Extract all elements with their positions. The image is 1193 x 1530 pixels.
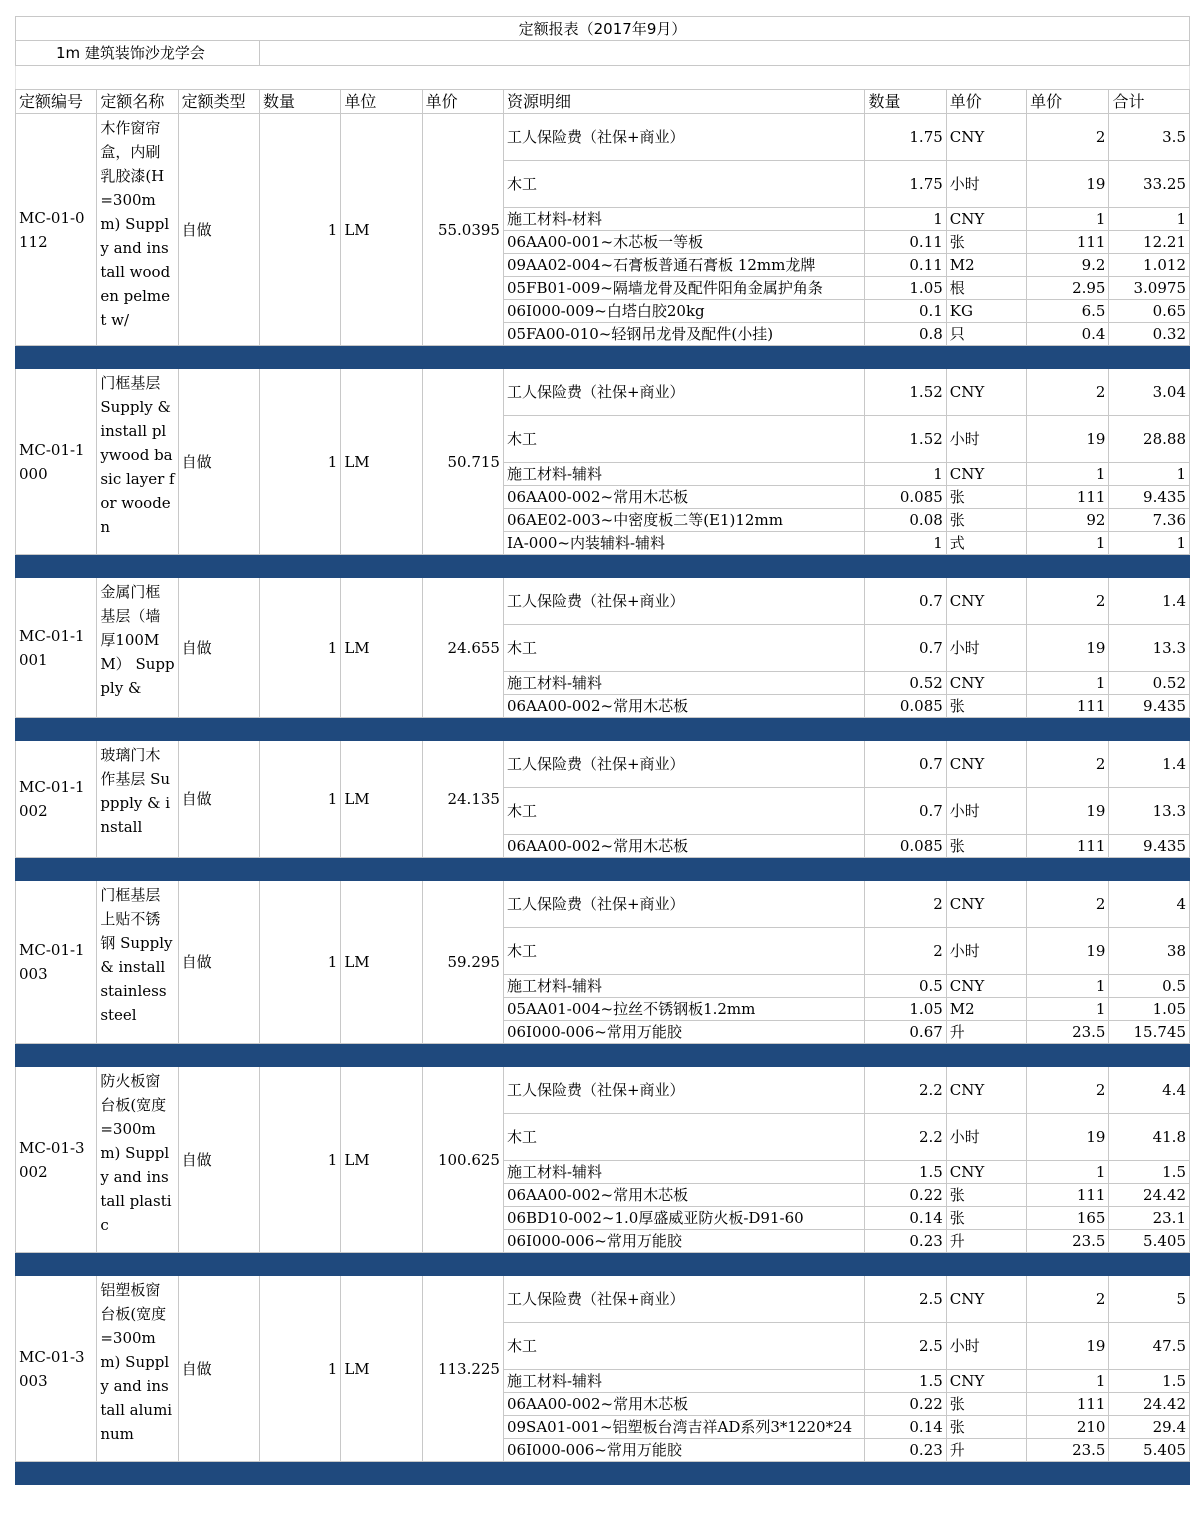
resource-total: 1 (1109, 532, 1190, 555)
header-cell: 定额类型 (178, 90, 259, 114)
item-type: 自做 (178, 114, 259, 346)
item-name: 铝塑板窗台板(宽度=300mm) Supply and install aluminum (97, 1276, 178, 1462)
item-code: MC-01-1003 (16, 881, 97, 1044)
header-cell: 单位 (341, 90, 422, 114)
resource-total: 0.52 (1109, 672, 1190, 695)
resource-desc: 06AA00-002~常用木芯板 (503, 486, 865, 509)
resource-unit: 张 (946, 1416, 1026, 1439)
resource-desc: 施工材料-辅料 (503, 672, 865, 695)
resource-desc: 工人保险费（社保+商业） (503, 114, 865, 161)
resource-desc: 06AA00-002~常用木芯板 (503, 835, 865, 858)
item-type: 自做 (178, 881, 259, 1044)
item-qty: 1 (259, 1276, 340, 1462)
resource-price: 1 (1027, 1370, 1109, 1393)
resource-qty: 1.75 (865, 114, 946, 161)
item-price: 59.295 (422, 881, 503, 1044)
resource-qty: 1 (865, 463, 946, 486)
resource-price: 111 (1027, 231, 1109, 254)
item-price: 24.135 (422, 741, 503, 858)
resource-total: 47.5 (1109, 1323, 1190, 1370)
header-row (16, 90, 1190, 114)
resource-price: 23.5 (1027, 1021, 1109, 1044)
item-unit: LM (341, 741, 422, 858)
item-unit: LM (341, 1067, 422, 1253)
resource-total: 1.4 (1109, 741, 1190, 788)
resource-total: 28.88 (1109, 416, 1190, 463)
resource-total: 13.3 (1109, 788, 1190, 835)
resource-unit: 升 (946, 1021, 1026, 1044)
resource-total: 0.32 (1109, 323, 1190, 346)
resource-qty: 0.7 (865, 741, 946, 788)
report-subtitle: 1m 建筑装饰沙龙学会 (16, 41, 260, 66)
resource-price: 19 (1027, 161, 1109, 208)
resource-total: 9.435 (1109, 695, 1190, 718)
resource-desc: 木工 (503, 416, 865, 463)
resource-price: 23.5 (1027, 1230, 1109, 1253)
resource-unit: CNY (946, 369, 1026, 416)
resource-price: 111 (1027, 1184, 1109, 1207)
header-cell: 资源明细 (503, 90, 865, 114)
resource-total: 4.4 (1109, 1067, 1190, 1114)
item-name: 木作窗帘盒，内刷乳胶漆(H=300mm) Supply and install wooden pelmet w/ (97, 114, 178, 346)
separator-row (16, 1253, 1190, 1276)
resource-qty: 1.75 (865, 161, 946, 208)
resource-total: 1 (1109, 463, 1190, 486)
resource-total: 9.435 (1109, 835, 1190, 858)
resource-unit: CNY (946, 1067, 1026, 1114)
resource-price: 19 (1027, 1114, 1109, 1161)
resource-desc: 06I000-006~常用万能胶 (503, 1021, 865, 1044)
resource-row (16, 881, 1190, 928)
item-unit: LM (341, 578, 422, 718)
resource-row (16, 1067, 1190, 1114)
resource-desc: 木工 (503, 1114, 865, 1161)
resource-unit: CNY (946, 1161, 1026, 1184)
resource-desc: 05AA01-004~拉丝不锈钢板1.2mm (503, 998, 865, 1021)
resource-desc: 06AA00-001~木芯板一等板 (503, 231, 865, 254)
resource-unit: 张 (946, 231, 1026, 254)
resource-price: 2 (1027, 1067, 1109, 1114)
resource-unit: 升 (946, 1230, 1026, 1253)
resource-unit: 张 (946, 486, 1026, 509)
resource-unit: CNY (946, 741, 1026, 788)
resource-qty: 0.7 (865, 625, 946, 672)
resource-total: 3.04 (1109, 369, 1190, 416)
resource-unit: 张 (946, 695, 1026, 718)
resource-desc: 木工 (503, 161, 865, 208)
resource-desc: 05FA00-010~轻钢吊龙骨及配件(小挂) (503, 323, 865, 346)
title-row (16, 17, 1190, 41)
resource-unit: 张 (946, 1393, 1026, 1416)
resource-desc: 工人保险费（社保+商业） (503, 1067, 865, 1114)
resource-unit: 小时 (946, 1323, 1026, 1370)
resource-qty: 1 (865, 208, 946, 231)
resource-total: 29.4 (1109, 1416, 1190, 1439)
resource-unit: 小时 (946, 416, 1026, 463)
resource-price: 2 (1027, 1276, 1109, 1323)
resource-unit: CNY (946, 1276, 1026, 1323)
resource-unit: 张 (946, 1184, 1026, 1207)
resource-qty: 0.67 (865, 1021, 946, 1044)
resource-desc: 06AA00-002~常用木芯板 (503, 1393, 865, 1416)
resource-price: 111 (1027, 835, 1109, 858)
resource-total: 0.5 (1109, 975, 1190, 998)
resource-desc: 施工材料-辅料 (503, 463, 865, 486)
resource-row (16, 578, 1190, 625)
resource-unit: M2 (946, 254, 1026, 277)
resource-price: 1 (1027, 975, 1109, 998)
resource-qty: 0.14 (865, 1416, 946, 1439)
separator-row (16, 346, 1190, 369)
resource-price: 165 (1027, 1207, 1109, 1230)
resource-desc: 06AA00-002~常用木芯板 (503, 695, 865, 718)
resource-unit: CNY (946, 208, 1026, 231)
resource-qty: 0.22 (865, 1393, 946, 1416)
resource-unit: CNY (946, 881, 1026, 928)
item-price: 55.0395 (422, 114, 503, 346)
resource-desc: 木工 (503, 1323, 865, 1370)
resource-desc: 06AE02-003~中密度板二等(E1)12mm (503, 509, 865, 532)
resource-total: 5.405 (1109, 1230, 1190, 1253)
resource-qty: 1.05 (865, 277, 946, 300)
item-code: MC-01-3002 (16, 1067, 97, 1253)
resource-price: 0.4 (1027, 323, 1109, 346)
resource-price: 6.5 (1027, 300, 1109, 323)
item-unit: LM (341, 1276, 422, 1462)
resource-desc: 09SA01-001~铝塑板台湾吉祥AD系列3*1220*24 (503, 1416, 865, 1439)
item-price: 24.655 (422, 578, 503, 718)
item-code: MC-01-1002 (16, 741, 97, 858)
resource-row (16, 114, 1190, 161)
header-cell: 合计 (1109, 90, 1190, 114)
resource-unit: CNY (946, 463, 1026, 486)
item-name: 门框基层 Supply & install plywood basic layer for wooden (97, 369, 178, 555)
resource-total: 12.21 (1109, 231, 1190, 254)
resource-price: 111 (1027, 695, 1109, 718)
resource-price: 2 (1027, 369, 1109, 416)
resource-unit: CNY (946, 578, 1026, 625)
resource-price: 1 (1027, 1161, 1109, 1184)
item-name: 金属门框基层（墙厚100MM） Suppply & (97, 578, 178, 718)
resource-price: 111 (1027, 1393, 1109, 1416)
resource-row (16, 741, 1190, 788)
resource-price: 9.2 (1027, 254, 1109, 277)
resource-desc: 木工 (503, 928, 865, 975)
resource-total: 5 (1109, 1276, 1190, 1323)
resource-qty: 1 (865, 532, 946, 555)
resource-desc: 施工材料-辅料 (503, 1161, 865, 1184)
resource-row (16, 1276, 1190, 1323)
item-name: 防火板窗台板(宽度=300mm) Supply and install plastic (97, 1067, 178, 1253)
resource-qty: 0.14 (865, 1207, 946, 1230)
item-qty: 1 (259, 578, 340, 718)
resource-price: 2 (1027, 741, 1109, 788)
resource-unit: CNY (946, 114, 1026, 161)
resource-total: 13.3 (1109, 625, 1190, 672)
separator-row (16, 1044, 1190, 1067)
resource-price: 210 (1027, 1416, 1109, 1439)
resource-desc: 工人保险费（社保+商业） (503, 881, 865, 928)
resource-total: 41.8 (1109, 1114, 1190, 1161)
resource-total: 15.745 (1109, 1021, 1190, 1044)
header-cell: 单价 (1027, 90, 1109, 114)
resource-qty: 0.5 (865, 975, 946, 998)
resource-total: 1.5 (1109, 1370, 1190, 1393)
resource-price: 19 (1027, 928, 1109, 975)
separator-row (16, 1462, 1190, 1485)
resource-qty: 1.5 (865, 1370, 946, 1393)
resource-unit: KG (946, 300, 1026, 323)
resource-unit: 张 (946, 835, 1026, 858)
resource-price: 2.95 (1027, 277, 1109, 300)
item-unit: LM (341, 881, 422, 1044)
resource-desc: IA-000~内装辅料-辅料 (503, 532, 865, 555)
resource-qty: 0.23 (865, 1230, 946, 1253)
resource-unit: CNY (946, 975, 1026, 998)
resource-qty: 2 (865, 928, 946, 975)
resource-qty: 0.8 (865, 323, 946, 346)
item-qty: 1 (259, 369, 340, 555)
resource-qty: 2.5 (865, 1323, 946, 1370)
item-unit: LM (341, 369, 422, 555)
resource-total: 1.4 (1109, 578, 1190, 625)
item-type: 自做 (178, 578, 259, 718)
resource-total: 24.42 (1109, 1184, 1190, 1207)
resource-qty: 0.11 (865, 231, 946, 254)
resource-qty: 0.11 (865, 254, 946, 277)
resource-desc: 工人保险费（社保+商业） (503, 369, 865, 416)
item-qty: 1 (259, 881, 340, 1044)
resource-desc: 05FB01-009~隔墙龙骨及配件阳角金属护角条 (503, 277, 865, 300)
resource-price: 19 (1027, 625, 1109, 672)
resource-unit: 小时 (946, 1114, 1026, 1161)
resource-row (16, 369, 1190, 416)
resource-desc: 06AA00-002~常用木芯板 (503, 1184, 865, 1207)
item-price: 100.625 (422, 1067, 503, 1253)
resource-total: 1.012 (1109, 254, 1190, 277)
resource-unit: 小时 (946, 928, 1026, 975)
header-cell: 单价 (422, 90, 503, 114)
resource-total: 33.25 (1109, 161, 1190, 208)
header-cell: 定额编号 (16, 90, 97, 114)
resource-desc: 工人保险费（社保+商业） (503, 578, 865, 625)
resource-desc: 09AA02-004~石膏板普通石膏板 12mm龙牌 (503, 254, 865, 277)
resource-qty: 0.1 (865, 300, 946, 323)
resource-qty: 0.23 (865, 1439, 946, 1462)
resource-price: 1 (1027, 463, 1109, 486)
resource-qty: 1.52 (865, 416, 946, 463)
resource-qty: 1.05 (865, 998, 946, 1021)
resource-price: 23.5 (1027, 1439, 1109, 1462)
resource-price: 19 (1027, 1323, 1109, 1370)
resource-unit: 小时 (946, 161, 1026, 208)
resource-unit: 升 (946, 1439, 1026, 1462)
resource-desc: 06I000-006~常用万能胶 (503, 1230, 865, 1253)
resource-price: 1 (1027, 672, 1109, 695)
item-code: MC-01-3003 (16, 1276, 97, 1462)
resource-total: 3.5 (1109, 114, 1190, 161)
resource-qty: 2.2 (865, 1114, 946, 1161)
resource-qty: 0.085 (865, 486, 946, 509)
resource-total: 23.1 (1109, 1207, 1190, 1230)
resource-desc: 施工材料-辅料 (503, 975, 865, 998)
resource-desc: 施工材料-材料 (503, 208, 865, 231)
resource-total: 7.36 (1109, 509, 1190, 532)
resource-qty: 0.7 (865, 578, 946, 625)
resource-desc: 06I000-009~白塔白胶20kg (503, 300, 865, 323)
resource-unit: CNY (946, 1370, 1026, 1393)
item-price: 113.225 (422, 1276, 503, 1462)
resource-price: 2 (1027, 881, 1109, 928)
item-code: MC-01-0112 (16, 114, 97, 346)
resource-price: 19 (1027, 416, 1109, 463)
item-type: 自做 (178, 741, 259, 858)
resource-unit: 式 (946, 532, 1026, 555)
subtitle-row (16, 41, 1190, 66)
resource-unit: 小时 (946, 788, 1026, 835)
item-qty: 1 (259, 114, 340, 346)
blank-row (16, 66, 1190, 90)
separator-row (16, 718, 1190, 741)
resource-qty: 1.5 (865, 1161, 946, 1184)
resource-desc: 施工材料-辅料 (503, 1370, 865, 1393)
resource-unit: 张 (946, 1207, 1026, 1230)
resource-qty: 0.08 (865, 509, 946, 532)
item-type: 自做 (178, 1067, 259, 1253)
item-code: MC-01-1000 (16, 369, 97, 555)
item-type: 自做 (178, 369, 259, 555)
resource-qty: 2.5 (865, 1276, 946, 1323)
header-cell: 单价 (946, 90, 1026, 114)
resource-total: 3.0975 (1109, 277, 1190, 300)
resource-qty: 0.22 (865, 1184, 946, 1207)
resource-desc: 木工 (503, 625, 865, 672)
resource-price: 1 (1027, 208, 1109, 231)
resource-price: 1 (1027, 998, 1109, 1021)
item-price: 50.715 (422, 369, 503, 555)
resource-total: 38 (1109, 928, 1190, 975)
resource-unit: 只 (946, 323, 1026, 346)
resource-price: 1 (1027, 532, 1109, 555)
resource-total: 4 (1109, 881, 1190, 928)
resource-price: 92 (1027, 509, 1109, 532)
resource-qty: 2.2 (865, 1067, 946, 1114)
report-title: 定额报表（2017年9月） (16, 17, 1190, 41)
resource-desc: 木工 (503, 788, 865, 835)
resource-unit: 小时 (946, 625, 1026, 672)
resource-qty: 1.52 (865, 369, 946, 416)
resource-desc: 工人保险费（社保+商业） (503, 1276, 865, 1323)
resource-total: 0.65 (1109, 300, 1190, 323)
resource-desc: 06BD10-002~1.0厚盛威亚防火板-D91-60 (503, 1207, 865, 1230)
item-code: MC-01-1001 (16, 578, 97, 718)
header-cell: 数量 (259, 90, 340, 114)
resource-total: 1.05 (1109, 998, 1190, 1021)
resource-qty: 0.085 (865, 835, 946, 858)
resource-total: 24.42 (1109, 1393, 1190, 1416)
item-unit: LM (341, 114, 422, 346)
resource-price: 19 (1027, 788, 1109, 835)
resource-unit: 张 (946, 509, 1026, 532)
item-name: 玻璃门木作基层 Suppply & install (97, 741, 178, 858)
header-cell: 定额名称 (97, 90, 178, 114)
resource-price: 2 (1027, 114, 1109, 161)
resource-qty: 0.7 (865, 788, 946, 835)
resource-total: 1 (1109, 208, 1190, 231)
resource-qty: 2 (865, 881, 946, 928)
item-qty: 1 (259, 1067, 340, 1253)
resource-total: 9.435 (1109, 486, 1190, 509)
resource-qty: 0.52 (865, 672, 946, 695)
resource-desc: 06I000-006~常用万能胶 (503, 1439, 865, 1462)
resource-unit: CNY (946, 672, 1026, 695)
item-name: 门框基层上贴不锈钢 Supply & install stainless steel (97, 881, 178, 1044)
resource-desc: 工人保险费（社保+商业） (503, 741, 865, 788)
separator-row (16, 555, 1190, 578)
resource-price: 2 (1027, 578, 1109, 625)
resource-total: 5.405 (1109, 1439, 1190, 1462)
item-qty: 1 (259, 741, 340, 858)
header-cell: 数量 (865, 90, 946, 114)
resource-total: 1.5 (1109, 1161, 1190, 1184)
separator-row (16, 858, 1190, 881)
resource-unit: M2 (946, 998, 1026, 1021)
quota-table (15, 16, 1190, 1485)
item-type: 自做 (178, 1276, 259, 1462)
resource-unit: 根 (946, 277, 1026, 300)
resource-price: 111 (1027, 486, 1109, 509)
resource-qty: 0.085 (865, 695, 946, 718)
